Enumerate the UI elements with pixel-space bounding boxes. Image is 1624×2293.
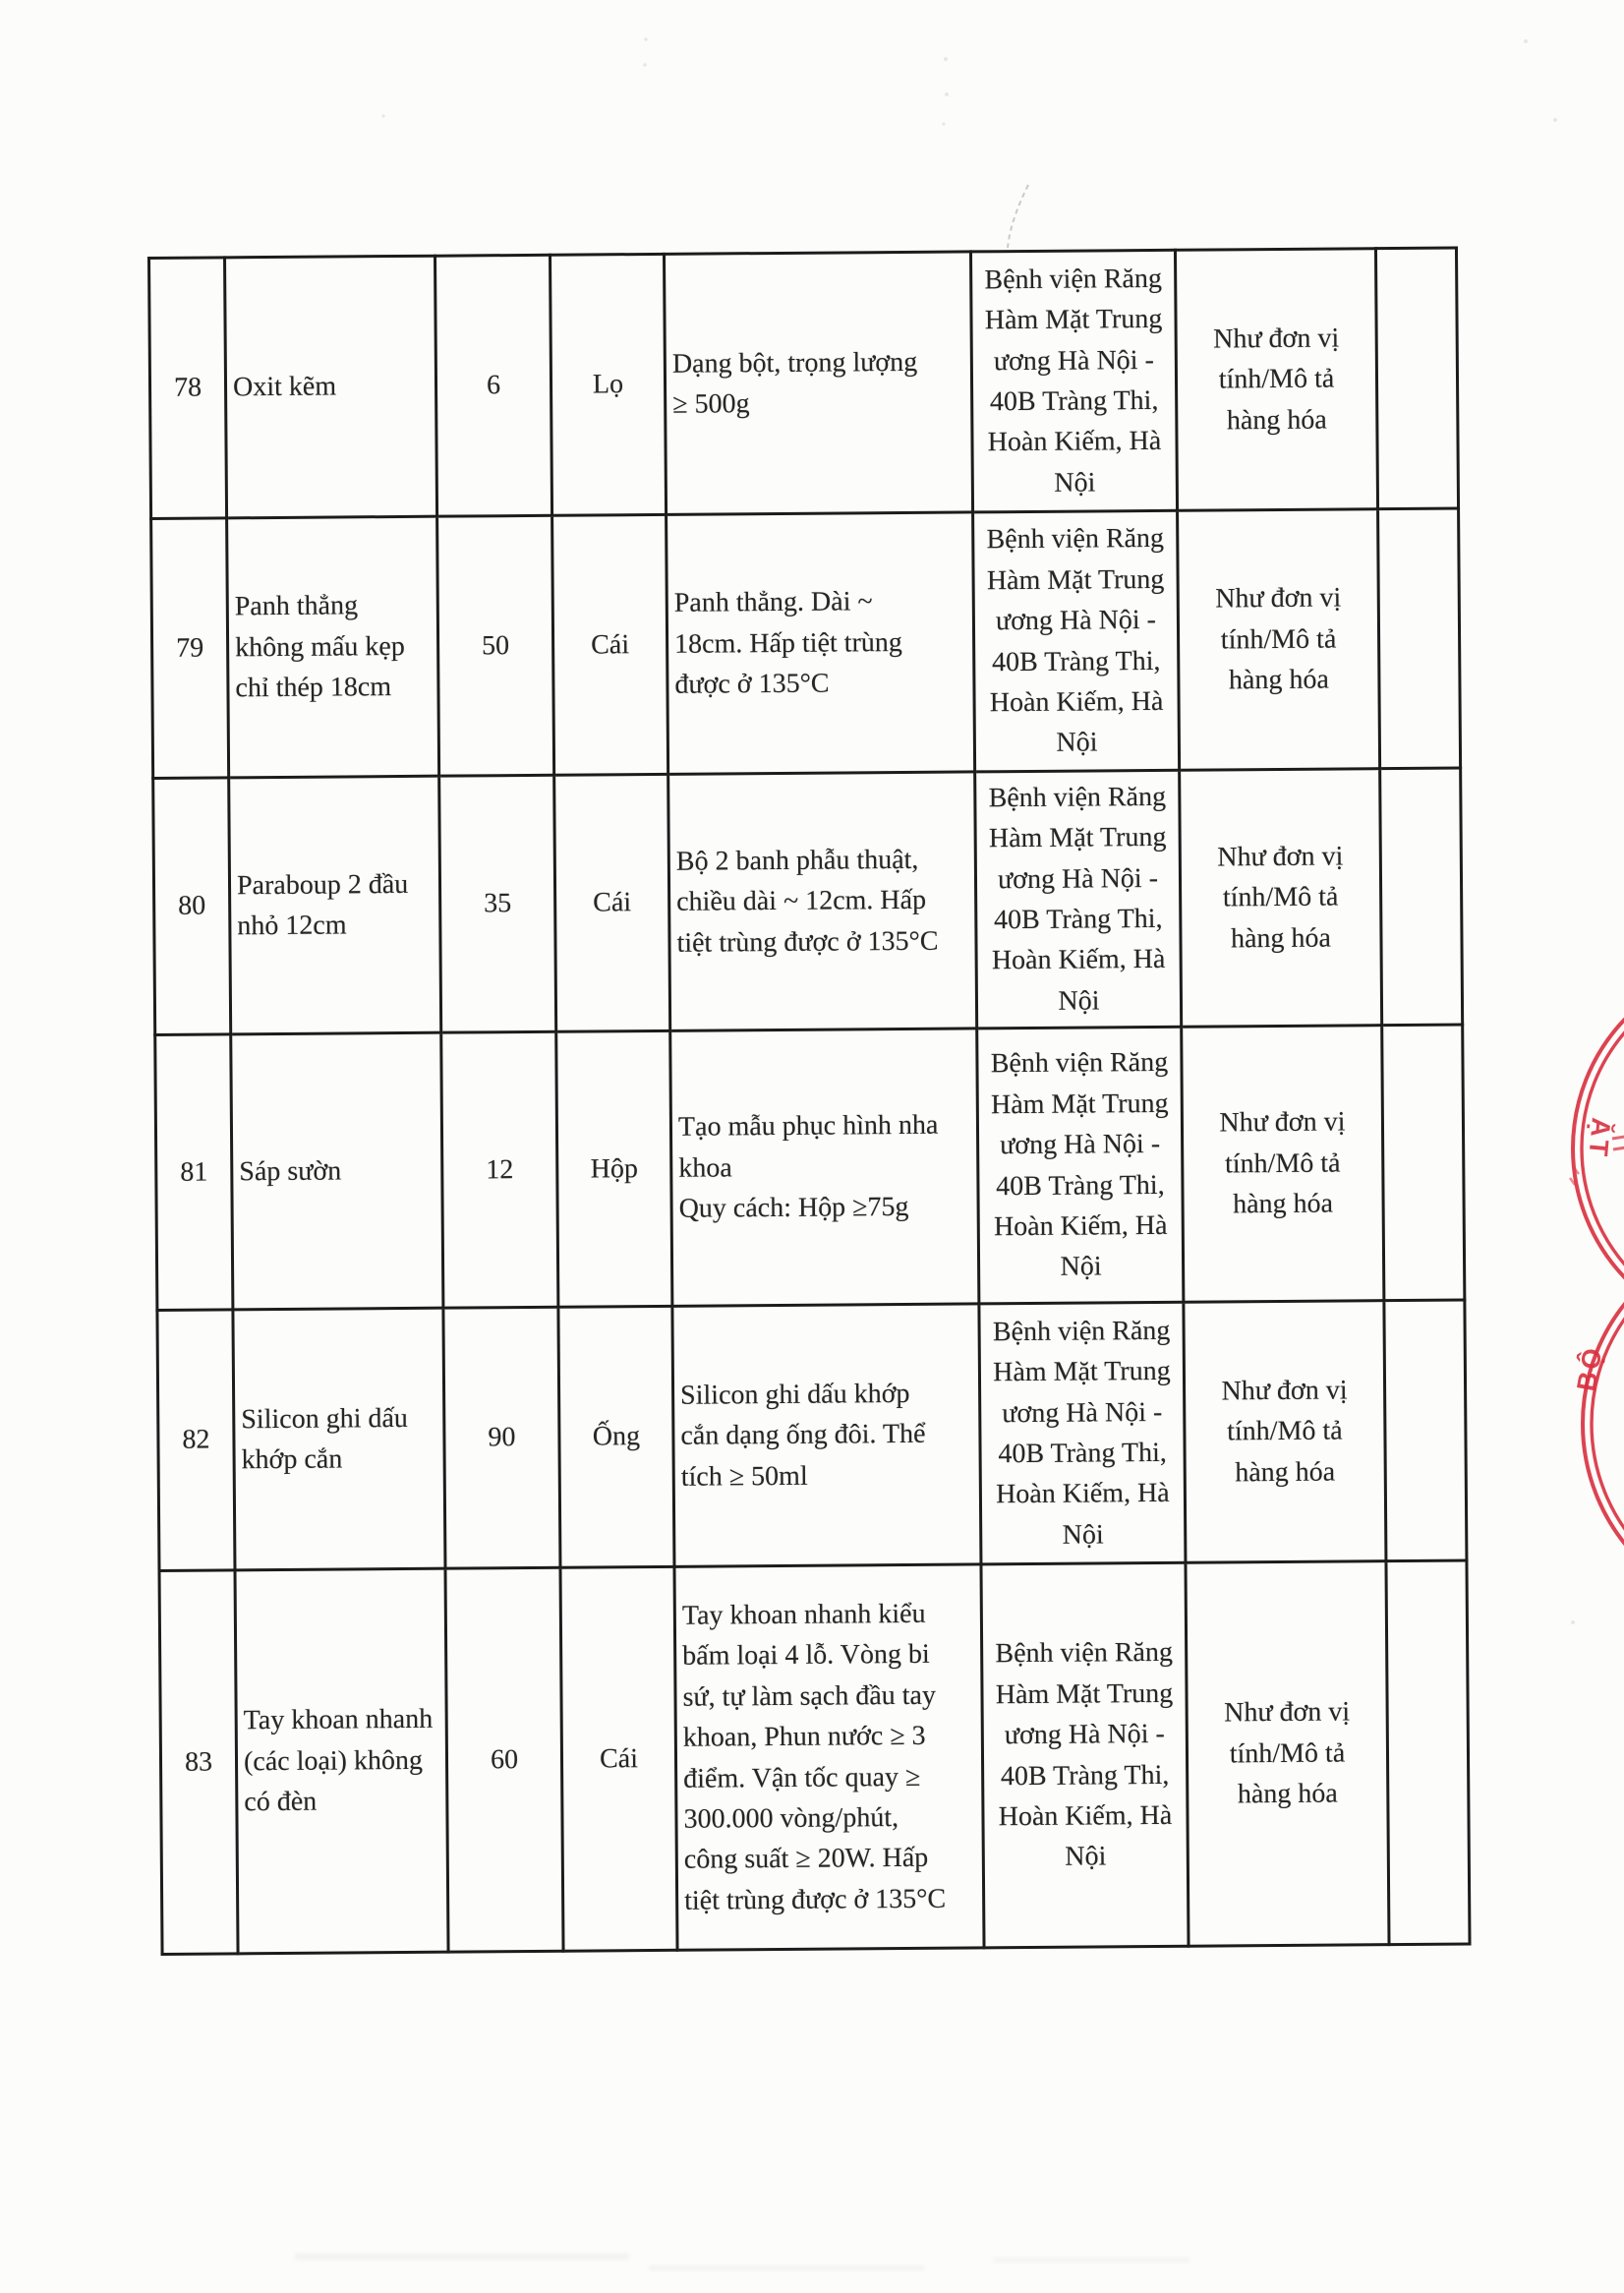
cell-no: 81 [155,1034,233,1311]
red-stamp-lower [1583,1232,1624,1616]
table-row [155,1025,1465,1310]
cell-quantity: 35 [439,775,556,1032]
cell-item-name: Tay khoan nhanh (các loại) không có đèn [235,1568,448,1954]
cell-unit: Cái [552,514,668,775]
red-stamp-upper [1570,962,1624,1335]
procurement-table [147,247,1472,1956]
table-row [157,1300,1467,1570]
cell-blank [1380,768,1463,1026]
cell-buyer: Bệnh viện Răng Hàm Mặt Trung ương Hà Nội - 40B Tràng Thi, Hoàn Kiếm, Hà Nội [977,1027,1184,1304]
cell-unit: Cái [554,774,670,1031]
cell-unit: Cái [560,1566,677,1951]
cell-unit: Hộp [556,1030,672,1307]
cell-buyer: Bệnh viện Răng Hàm Mặt Trung ương Hà Nội - 40B Tràng Thi, Hoàn Kiếm, Hà Nội [973,510,1180,772]
cell-buyer: Bệnh viện Răng Hàm Mặt Trung ương Hà Nội - 40B Tràng Thi, Hoàn Kiếm, Hà Nội [975,770,1182,1029]
cell-item-name: Panh thẳng không mấu kẹp chỉ thép 18cm [227,516,439,778]
cell-buyer: Bệnh viện Răng Hàm Mặt Trung ương Hà Nội - 40B Tràng Thi, Hoàn Kiếm, Hà Nội [970,250,1177,512]
cell-no: 82 [157,1310,235,1571]
cell-spec: Silicon ghi dấu khớp cắn dạng ống đôi. Thể tích ≥ 50ml [672,1304,981,1566]
cell-note: Như đơn vị tính/Mô tả hàng hóa [1180,769,1382,1028]
cell-no: 79 [151,518,229,779]
cell-item-name: Oxit kẽm [225,256,437,518]
cell-quantity: 12 [441,1031,558,1308]
table-row [153,768,1463,1034]
table-wrap [147,247,1472,1956]
table-row [149,248,1459,518]
scan-noise [295,2254,629,2260]
stamp-text-lower: BỘ [1571,1343,1608,1394]
cell-note: Như đơn vị tính/Mô tả hàng hóa [1178,509,1380,771]
cell-no: 78 [149,258,227,519]
cell-spec: Tạo mẫu phục hình nha khoa Quy cách: Hộp ≥75g [670,1029,979,1306]
cell-spec: Dạng bột, trọng lượng ≥ 500g [664,252,972,514]
cell-quantity: 6 [435,255,552,516]
cell-spec: Bộ 2 banh phẫu thuật, chiều dài ~ 12cm. Hấp tiệt trùng được ở 135°C [668,772,977,1030]
cell-note: Như đơn vị tính/Mô tả hàng hóa [1186,1561,1389,1947]
cell-note: Như đơn vị tính/Mô tả hàng hóa [1175,249,1377,511]
table-row [159,1560,1470,1954]
cell-unit: Lọ [550,254,666,515]
cell-buyer: Bệnh viện Răng Hàm Mặt Trung ương Hà Nội - 40B Tràng Thi, Hoàn Kiếm, Hà Nội [979,1302,1186,1564]
cell-quantity: 50 [437,515,554,776]
scan-noise [649,2265,924,2270]
scan-noise [993,2258,1189,2263]
cell-item-name: Silicon ghi dấu khớp cắn [233,1308,445,1570]
pencil-mark [1008,185,1028,248]
cell-item-name: Sáp sườn [231,1032,443,1310]
cell-unit: Ống [558,1306,674,1567]
cell-item-name: Paraboup 2 đầu nhỏ 12cm [229,776,441,1034]
cell-blank [1386,1560,1470,1945]
cell-blank [1378,508,1461,769]
cell-blank [1382,1025,1465,1301]
stamp-text-upper: ẶT [1583,1116,1616,1160]
cell-blank [1375,248,1458,509]
cell-no: 83 [159,1570,238,1955]
cell-no: 80 [153,778,231,1035]
cell-blank [1384,1300,1467,1561]
cell-note: Như đơn vị tính/Mô tả hàng hóa [1182,1026,1384,1303]
cell-spec: Tay khoan nhanh kiểu bấm loại 4 lỗ. Vòng bi sứ, tự làm sạch đầu tay khoan, Phun nước ≥ 3 điểm. Vận tốc quay ≥ 300.000 vòng/phút, công suất ≥ 20W. Hấp tiệt trùng được ở 135°C [674,1564,984,1950]
cell-quantity: 90 [443,1307,560,1568]
cell-note: Như đơn vị tính/Mô tả hàng hóa [1184,1301,1386,1563]
table-row [151,508,1461,778]
cell-spec: Panh thẳng. Dài ~ 18cm. Hấp tiệt trùng được ở 135°C [667,512,975,774]
cell-buyer: Bệnh viện Răng Hàm Mặt Trung ương Hà Nội - 40B Tràng Thi, Hoàn Kiếm, Hà Nội [981,1562,1189,1948]
cell-quantity: 60 [445,1567,563,1952]
